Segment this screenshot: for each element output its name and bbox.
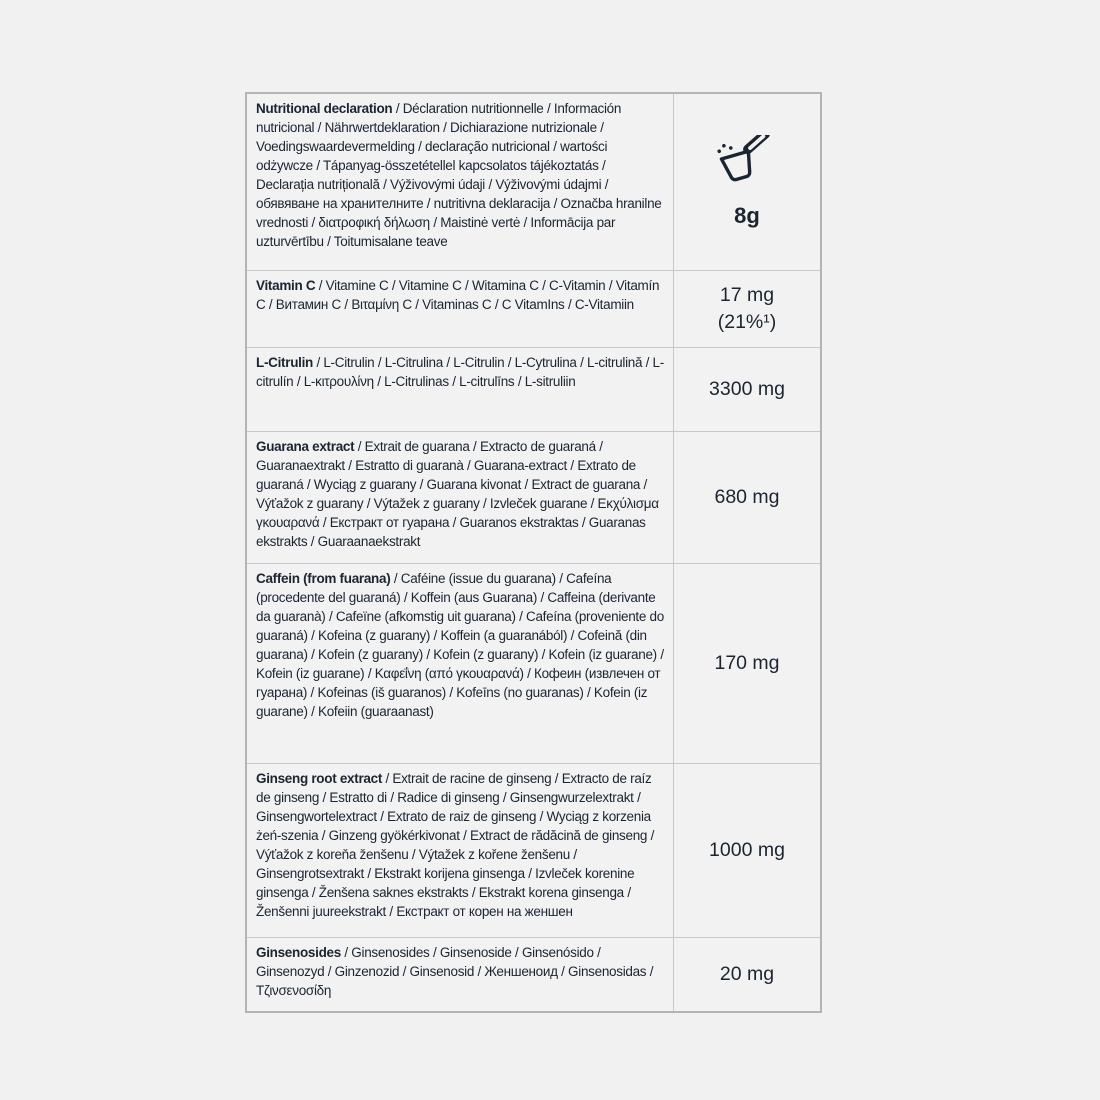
row-value-cell bbox=[674, 94, 820, 270]
table-row-guarana-extract bbox=[247, 431, 820, 563]
row-value-note: (21%¹) bbox=[717, 311, 777, 333]
row-translations: / Déclaration nutritionnelle / Información nutricional / Nährwertdeklaration / Dichiarazione nutrizionale / Voedingswaardevermelding / declaração nutricional / wartości odżywcze / Tápanyag-összetétellel kapcsolatos tájékoztatás / Declarația nutrițională / Výživovými údaji / Výživovými údajmi / обявяване на хранителните / nutritivna deklaracija / Označba hranilne vrednosti / διατροφική δήλωση / Maistinė vertė / Informācija par uzturvērtību / Toitumisalane teave bbox=[256, 101, 662, 249]
serving-amount: 8g bbox=[734, 203, 760, 228]
row-value-cell bbox=[674, 432, 820, 563]
row-value: 170 mg bbox=[714, 652, 780, 674]
row-name-bold: Ginsenosides bbox=[256, 945, 341, 960]
table-row-nutritional-declaration bbox=[247, 94, 820, 270]
row-value: 680 mg bbox=[714, 486, 780, 508]
row-label bbox=[247, 938, 674, 1011]
table-row-l-citrulin bbox=[247, 347, 820, 431]
row-value-cell bbox=[674, 271, 820, 347]
row-value: 20 mg bbox=[719, 963, 775, 985]
row-translations: / Extrait de guarana / Extracto de guaraná / Guaranaextrakt / Estratto di guaranà / Guarana-extract / Extrato de guaraná / Wyciąg z guarany / Guarana kivonat / Extract de guarana / Výťažok z guarany / Výtažek z guarany / Izvleček guarane / Εκχύλισμα γκουαρανά / Екстракт от гуарана / Guaranos ekstraktas / Guaranas ekstrakts / Guaraanaekstrakt bbox=[256, 439, 659, 549]
row-value: 1000 mg bbox=[709, 839, 785, 861]
row-name-bold: Nutritional declaration bbox=[256, 101, 393, 116]
row-value: 17 mg bbox=[719, 284, 775, 306]
row-value-cell bbox=[674, 764, 820, 937]
row-name-bold: L-Citrulin bbox=[256, 355, 313, 370]
row-value-cell bbox=[674, 938, 820, 1011]
row-translations: / Vitamine C / Vitamine C / Witamina C / C-Vitamin / Vitamín C / Витамин C / Βιταμίνη C / Vitaminas C / C VitamIns / C-Vitamiin bbox=[256, 278, 660, 312]
row-label bbox=[247, 564, 674, 763]
row-label bbox=[247, 764, 674, 937]
row-label bbox=[247, 432, 674, 563]
table-row-vitamin-c bbox=[247, 270, 820, 347]
row-value-cell bbox=[674, 348, 820, 431]
row-value-cell bbox=[674, 564, 820, 763]
row-label bbox=[247, 94, 674, 270]
row-translations: / Ginsenosides / Ginsenoside / Ginsenósido / Ginsenozyd / Ginzenozid / Ginsenosid / Женшеноид / Ginsenosidas / Τζινσενοσίδη bbox=[256, 945, 654, 998]
row-translations: / Caféine (issue du guarana) / Cafeína (procedente del guaraná) / Koffein (aus Guarana) / Caffeina (derivante da guaranà) / Cafeïne (afkomstig uit guarana) / Cafeína (proveniente do guaraná) / Kofeina (z guarany) / Koffein (a guaranából) / Cofeină (din guarana) / Kofein (z guarany) / Kofein (z guarany) / Kofein (iz guarane) / Kofein (iz guarane) / Καφεΐνη (από γκουαρανά) / Кофеин (извлечен от гуарана) / Kofeinas (iš guaranos) / Kofeīns (no guaranas) / Kofein (iz guarane) / Kofeiin (guaraanast) bbox=[256, 571, 664, 719]
table-row-ginsenosides bbox=[247, 937, 820, 1011]
row-name-bold: Vitamin C bbox=[256, 278, 316, 293]
table-row-caffein bbox=[247, 563, 820, 763]
row-translations: / Extrait de racine de ginseng / Extracto de raíz de ginseng / Estratto di / Radice di ginseng / Ginsengwurzelextrakt / Ginsengwortelextract / Extrato de raiz de ginseng / Wyciąg z korzenia żeń-szenia / Ginzeng gyökérkivonat / Extract de rădăcină de ginseng / Výťažok z koreňa ženšenu / Výtažek z kořene ženšenu / Ginsengrotsextrakt / Ekstrakt korijena ginsenga / Izvleček korenine ginsenga / Ženšena saknes ekstrakts / Ekstrakt korena ginsenga / Ženšenni juureekstrakt / Екстракт от корен на женшен bbox=[256, 771, 655, 919]
row-translations: / L-Citrulin / L-Citrulina / L-Citrulin / L-Cytrulina / L-citrulină / L-citrulín / L-κιτρουλίνη / L-Citrulinas / L-citrulīns / L-sitruliin bbox=[256, 355, 664, 389]
table-row-ginseng-root-extract bbox=[247, 763, 820, 937]
nutrition-table bbox=[245, 92, 822, 1013]
row-label bbox=[247, 348, 674, 431]
row-name-bold: Ginseng root extract bbox=[256, 771, 383, 786]
row-label bbox=[247, 271, 674, 347]
row-name-bold: Caffein (from fuarana) bbox=[256, 571, 391, 586]
scoop-icon bbox=[714, 135, 780, 193]
row-name-bold: Guarana extract bbox=[256, 439, 355, 454]
row-value: 3300 mg bbox=[709, 378, 785, 400]
